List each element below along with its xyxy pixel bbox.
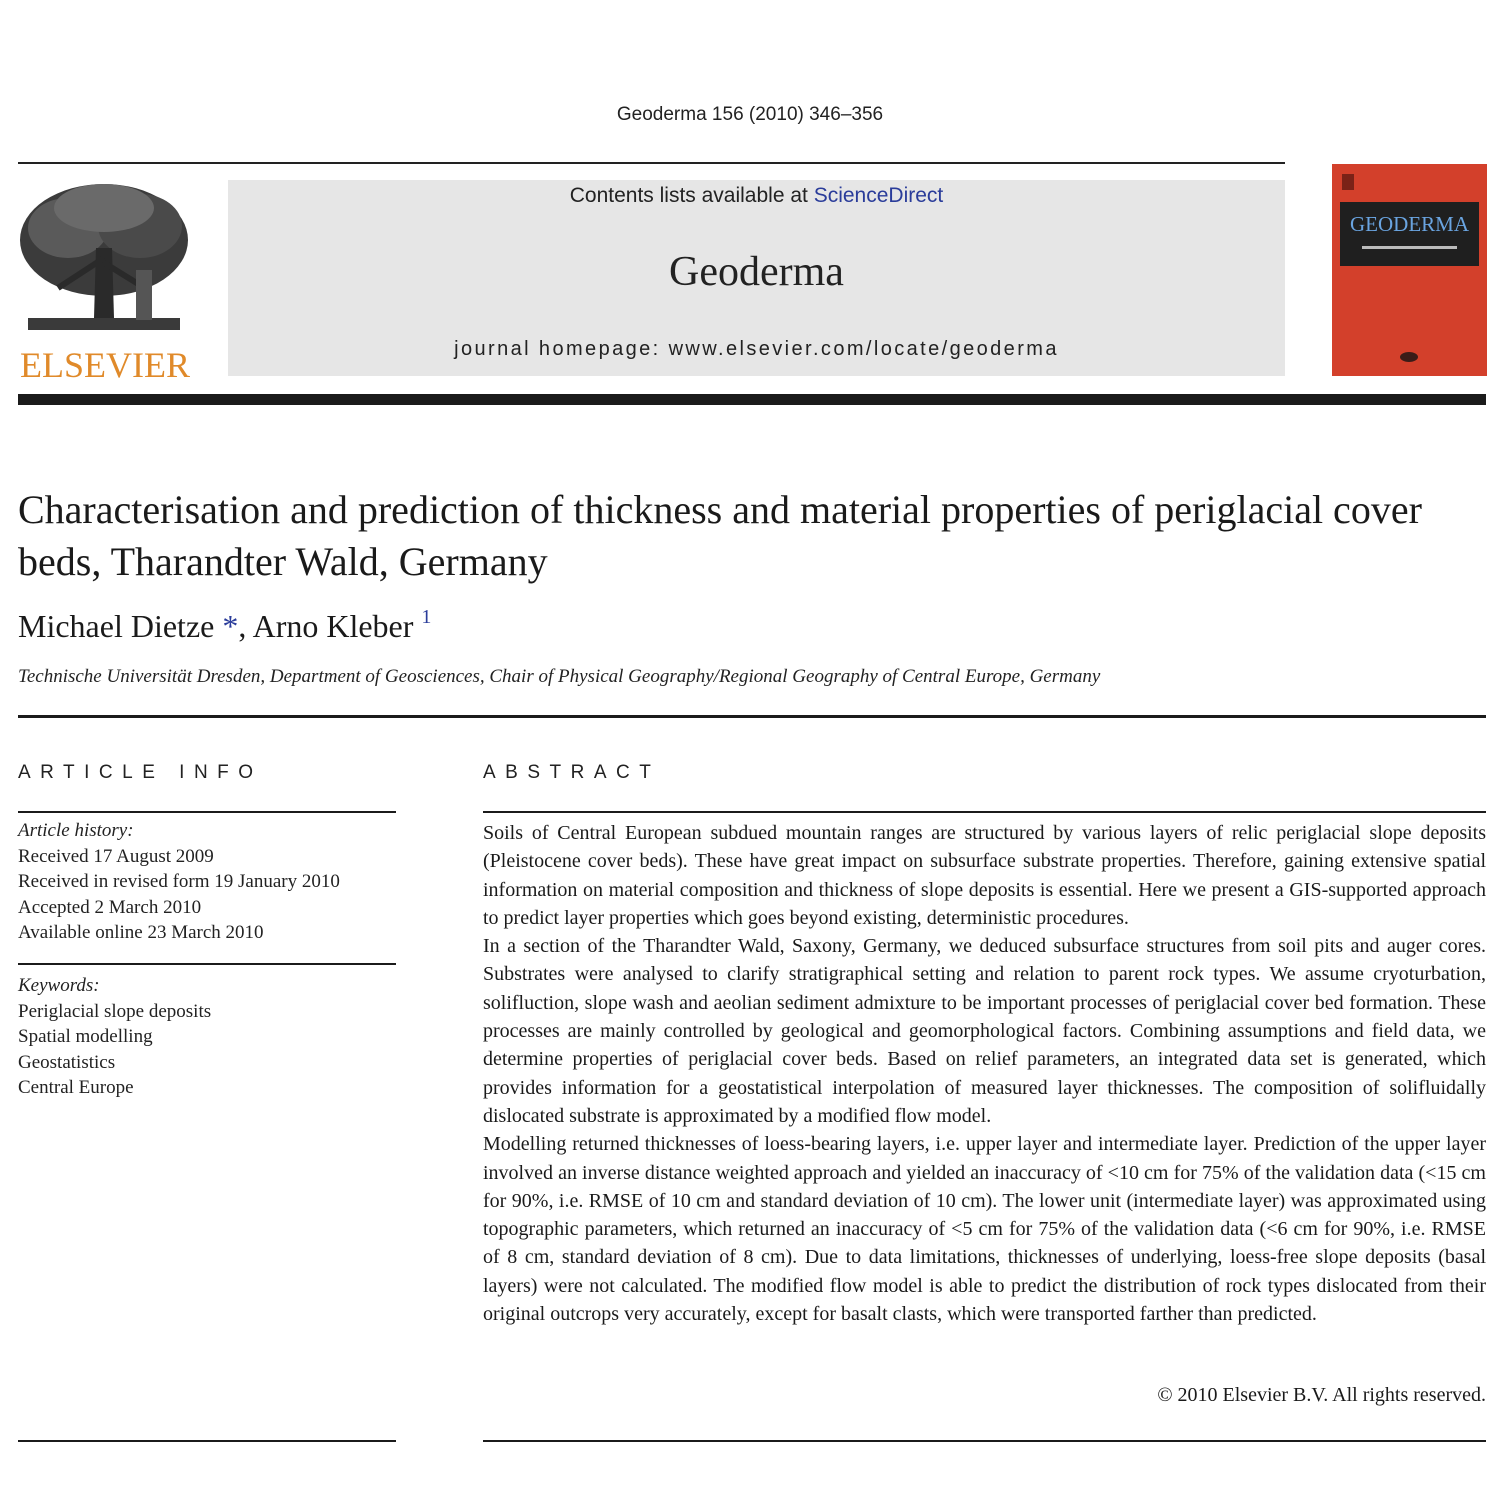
journal-homepage-link[interactable]: journal homepage: www.elsevier.com/locate/geoderma: [454, 338, 1059, 360]
sciencedirect-link[interactable]: ScienceDirect: [813, 184, 944, 207]
abstract-heading: ABSTRACT: [483, 762, 661, 783]
article-info-heading: ARTICLE INFO: [18, 762, 263, 783]
keyword-item: Central Europe: [18, 1077, 134, 1098]
journal-cover-thumbnail[interactable]: [1332, 164, 1487, 376]
history-item: Available online 23 March 2010: [18, 922, 264, 943]
author-name[interactable]: Michael Dietze: [18, 608, 215, 644]
keywords: [18, 973, 396, 1101]
journal-name: Geoderma: [669, 249, 844, 295]
article-info-rule: [18, 811, 396, 813]
author-separator: ,: [238, 608, 253, 644]
author-footnote-marker[interactable]: 1: [421, 606, 432, 628]
keyword-item: Spatial modelling: [18, 1026, 153, 1047]
history-label: Article history:: [18, 820, 134, 841]
banner-rule: [18, 394, 1486, 405]
abstract-body: [483, 819, 1486, 1328]
affiliation: Technische Universität Dresden, Department of Geosciences, Chair of Physical Geography/Regional Geography of Central Europe, Germany: [18, 666, 1101, 687]
cover-logo-icon: [1342, 174, 1354, 190]
cover-title: GEODERMA: [1350, 212, 1469, 236]
journal-banner: [228, 180, 1285, 376]
article-info-bottom-rule: [18, 1440, 396, 1442]
keywords-label: Keywords:: [18, 975, 100, 996]
abstract-paragraph: Modelling returned thicknesses of loess-bearing layers, i.e. upper layer and intermediate layer. Prediction of the upper layer involved an inverse distance weighted approach and yielded an inaccuracy of <10 cm for 75% of the validation data (<15 cm for 90%, i.e. RMSE of 10 cm and standard deviation of 10 cm). The lower unit (intermediate layer) was approximated using topographic parameters, which returned an inaccuracy of <5 cm for 75% of the validation data (<6 cm for 90%, i.e. RMSE of 8 cm, standard deviation of 8 cm). Due to data limitations, thicknesses of underlying, loess-free slope deposits (basal layers) were not calculated. The modified flow model is able to predict the distribution of rock types dislocated from their original outcrops very accurately, except for basalt clasts, which were transported farther than predicted.: [483, 1133, 1486, 1326]
copyright-notice: © 2010 Elsevier B.V. All rights reserved.: [1157, 1384, 1486, 1406]
keyword-item: Periglacial slope deposits: [18, 1000, 212, 1022]
contents-prefix: Contents lists available at: [569, 184, 814, 207]
author-list: [18, 606, 431, 645]
title-rule: [18, 715, 1486, 718]
elsevier-logo[interactable]: [18, 178, 190, 385]
abstract-rule: [483, 811, 1486, 813]
elsevier-wordmark: ELSEVIER: [20, 345, 190, 385]
history-item: Received in revised form 19 January 2010: [18, 871, 340, 892]
abstract-paragraph: Soils of Central European subdued mountain ranges are structured by various layers of relic periglacial slope deposits (Pleistocene cover beds). These have great impact on subsurface substrate properties. Therefore, gaining extensive spatial information on material composition and thickness of slope deposits is essential. Here we present a GIS-supported approach to predict layer properties which goes beyond existing, deterministic procedures.: [483, 822, 1486, 929]
cover-subtitle-line: [1362, 246, 1457, 249]
article-history: [18, 818, 396, 946]
keyword-item: Geostatistics: [18, 1051, 116, 1073]
keywords-rule: [18, 963, 396, 965]
contents-line: [228, 184, 1285, 208]
header-rule: [18, 162, 1285, 164]
abstract-paragraph: In a section of the Tharandter Wald, Saxony, Germany, we deduced subsurface structures from soil pits and auger cores. Substrates were analysed to clarify stratigraphical setting and relation to parent rock types. We assume cryoturbation, solifluction, slope wash and aeolian sediment admixture to be important processes of periglacial cover bed formation. These processes are mainly controlled by geological and geomorphological factors. Combining assumptions and field data, we determine properties of periglacial cover beds. Based on relief parameters, an integrated data set is generated, which provides information for a geostatistical interpolation of measured layer thicknesses. The composition of solifluidally dislocated substrate is approximated by a modified flow model.: [483, 935, 1486, 1127]
journal-citation: Geoderma 156 (2010) 346–356: [616, 104, 884, 125]
cover-title-band: [1340, 202, 1479, 266]
history-item: Accepted 2 March 2010: [18, 896, 202, 918]
abstract-bottom-rule: [483, 1440, 1486, 1442]
history-item: Received 17 August 2009: [18, 845, 214, 867]
tree-icon: [18, 178, 190, 338]
author-name[interactable]: Arno Kleber: [252, 608, 414, 644]
article-title: Characterisation and prediction of thickness and material properties of periglacial cover beds, Tharandter Wald, Germany: [18, 487, 1422, 584]
cover-emblem-icon: [1400, 352, 1418, 362]
corresponding-author-marker[interactable]: *: [222, 608, 239, 644]
